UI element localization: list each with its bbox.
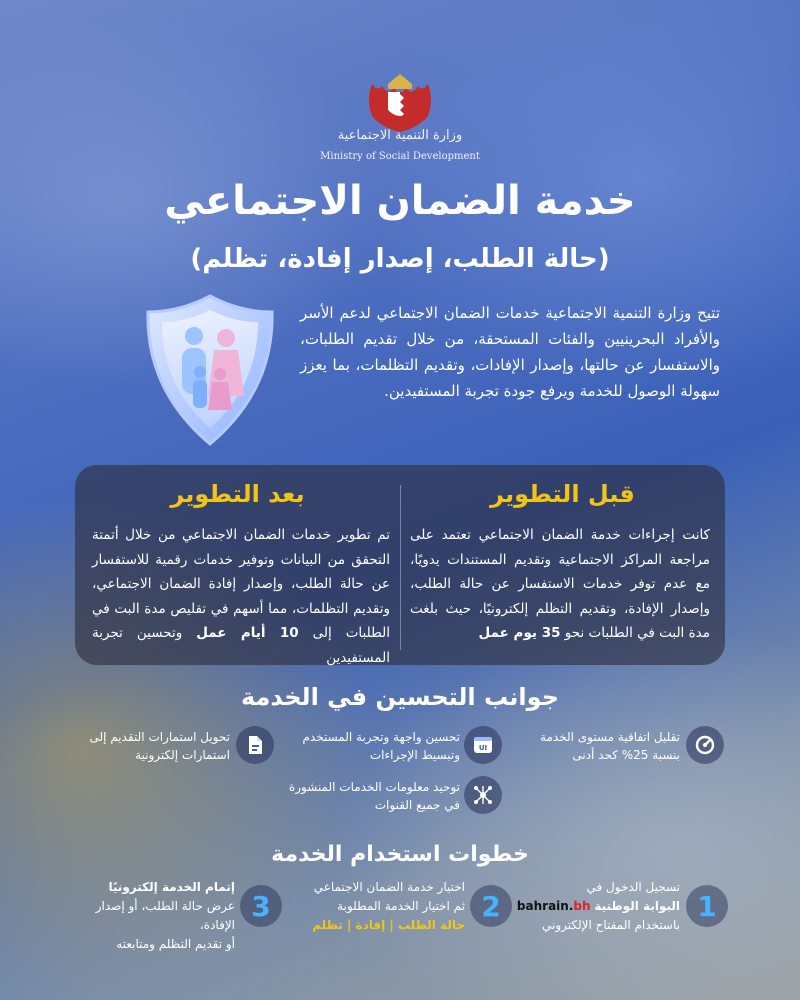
before-heading: قبل التطوير [490,480,635,508]
before-duration: 35 يوم عمل [478,625,561,641]
improvement-item: تحويل استمارات التقديم إلى استمارات إلكترونية [89,730,230,762]
bahrain-emblem-logo [362,70,438,136]
improvements-heading: جوانب التحسين في الخدمة [240,683,559,711]
family-shield-icon [140,290,280,450]
step-2-options: حالة الطلب | إفادة | تظلم [312,918,465,932]
after-heading: بعد التطوير [170,480,305,508]
before-text: كانت إجراءات خدمة الضمان الاجتماعي تعتمد على مراجعة المراكز الاجتماعية وتقديم المستندات يدويًا، مع عدم توفر خدمات الاستفسار عن حالة الطلب، وإصدار الإفادة، وتقديم التظلم إلكترونيًا، حيث بلغت مدة البت في الطلبات نحو 35 يوم عمل [410,527,710,641]
ui-window-icon [464,726,502,764]
improvement-item: توحيد معلومات الخدمات المنشورة في جميع القنوات [288,780,460,812]
after-duration: 10 أيام عمل [196,625,299,641]
step-number-2: 2 [470,885,512,927]
step-3-text: إتمام الخدمة إلكترونيًا عرض حالة الطلب، أو إصدار الإفادة، أو تقديم التظلم ومتابعته [95,880,235,951]
ministry-name-arabic: وزارة التنمية الاجتماعية [337,128,463,143]
e-form-icon [236,726,274,764]
ministry-name-english: Ministry of Social Development [320,151,480,162]
page-subtitle: (حالة الطلب، إصدار إفادة، تظلم) [190,244,610,274]
step-1-text: تسجيل الدخول في البوابة الوطنية bahrain.bh باستخدام المفتاح الإلكتروني [516,880,680,932]
step-2-text: اختيار خدمة الضمان الاجتماعي ثم اختيار الخدمة المطلوبة حالة الطلب | إفادة | تظلم [300,878,465,935]
improvement-item: تقليل اتفاقية مستوى الخدمة بنسبة 25% كحد أدنى [540,730,680,762]
page-title: خدمة الضمان الاجتماعي [164,178,636,224]
svg-text:UI: UI [478,744,488,752]
improvement-item: تحسين واجهة وتجربة المستخدم وتبسيط الإجراءات [302,730,460,762]
steps-heading: خطوات استخدام الخدمة [271,842,529,867]
step-number-1: 1 [686,885,728,927]
speed-gauge-icon [686,726,724,764]
intro-paragraph: تتيح وزارة التنمية الاجتماعية خدمات الضمان الاجتماعي لدعم الأسر والأفراد البحرينيين والفئات المستحقة، من خلال تقديم الطلبات، والاستفسار عن حالتها، وإصدار الإفادات، وتقديم التظلمات، بما يعزز سهولة الوصول للخدمة ويرفع جودة تجربة المستفيدين. [300,304,720,400]
after-text: تم تطوير خدمات الضمان الاجتماعي من خلال أتمتة التحقق من البيانات وتوفير خدمات رقمية للاستفسار عن حالة الطلب، وإصدار إفادة الضمان الاجتماعي، وتقديم التظلمات، مما أسهم في تقليص مدة البت في الطلبات إلى 10 أيام عمل وتحسين تجربة المستفيدين [92,527,391,666]
step-number-3: 3 [240,885,282,927]
network-nodes-icon [464,776,502,814]
bahrain-bh-brand: bahrain.bh [516,899,591,913]
comparison-divider [400,485,401,650]
